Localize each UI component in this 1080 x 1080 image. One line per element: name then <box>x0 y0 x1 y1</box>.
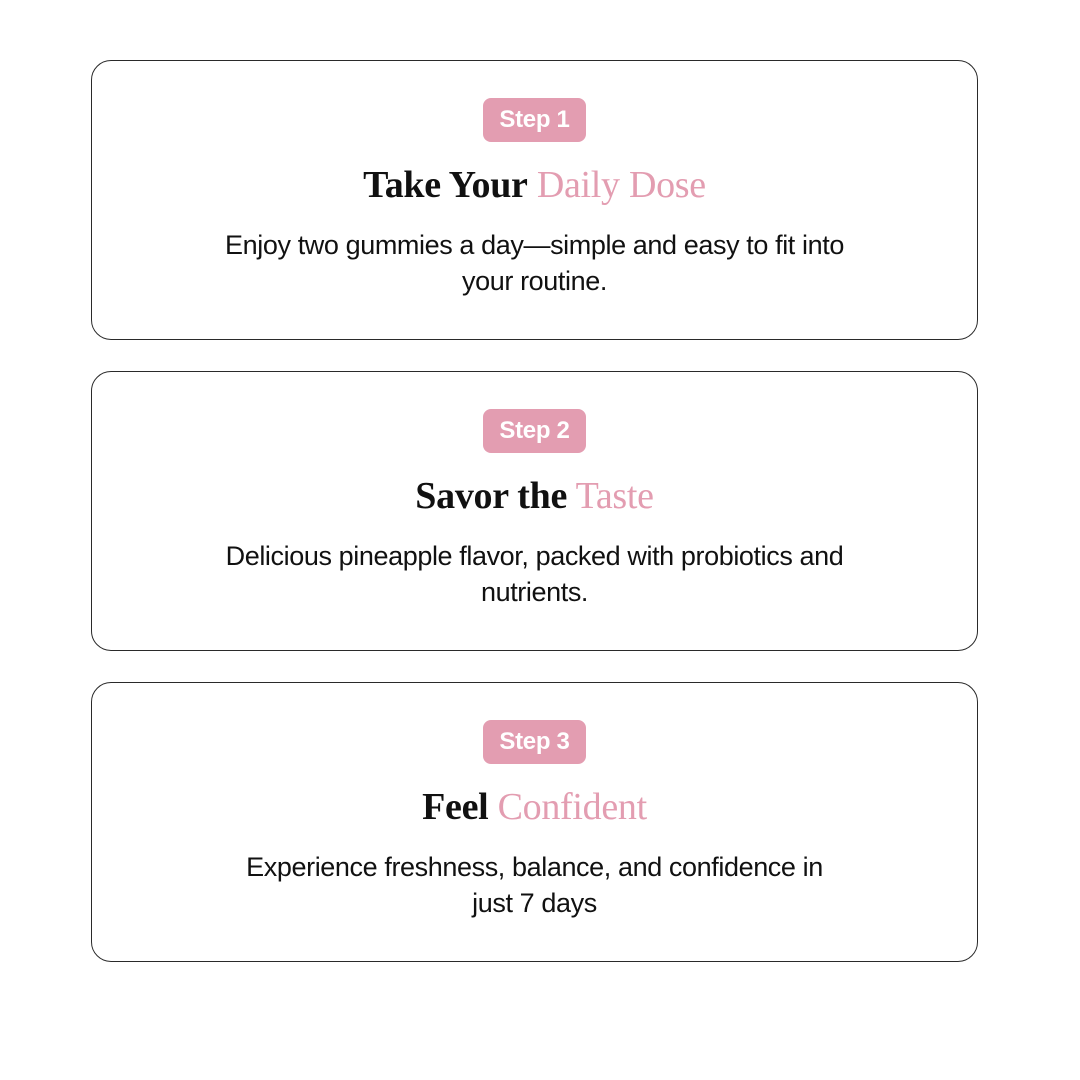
step-card-2 <box>91 371 978 651</box>
step-title-lead: Savor the <box>415 475 568 517</box>
step-badge: Step 2 <box>483 409 585 453</box>
step-title-lead: Take Your <box>363 164 528 206</box>
step-badge: Step 3 <box>483 720 585 764</box>
step-badge: Step 1 <box>483 98 585 142</box>
steps-list <box>91 60 978 993</box>
step-card-1 <box>91 60 978 340</box>
step-title-accent: Confident <box>497 786 647 828</box>
step-title <box>363 163 706 207</box>
step-description: Experience freshness, balance, and confidence in just 7 days <box>246 852 823 918</box>
step-description: Delicious pineapple flavor, packed with probiotics and nutrients. <box>225 541 844 607</box>
step-description: Enjoy two gummies a day—simple and easy to fit into your routine. <box>225 230 844 296</box>
step-title-accent: Taste <box>575 475 654 517</box>
step-title-lead: Feel <box>422 786 489 828</box>
step-title <box>422 785 647 829</box>
step-title-accent: Daily Dose <box>536 164 706 206</box>
step-card-3 <box>91 682 978 962</box>
step-title <box>415 474 653 518</box>
